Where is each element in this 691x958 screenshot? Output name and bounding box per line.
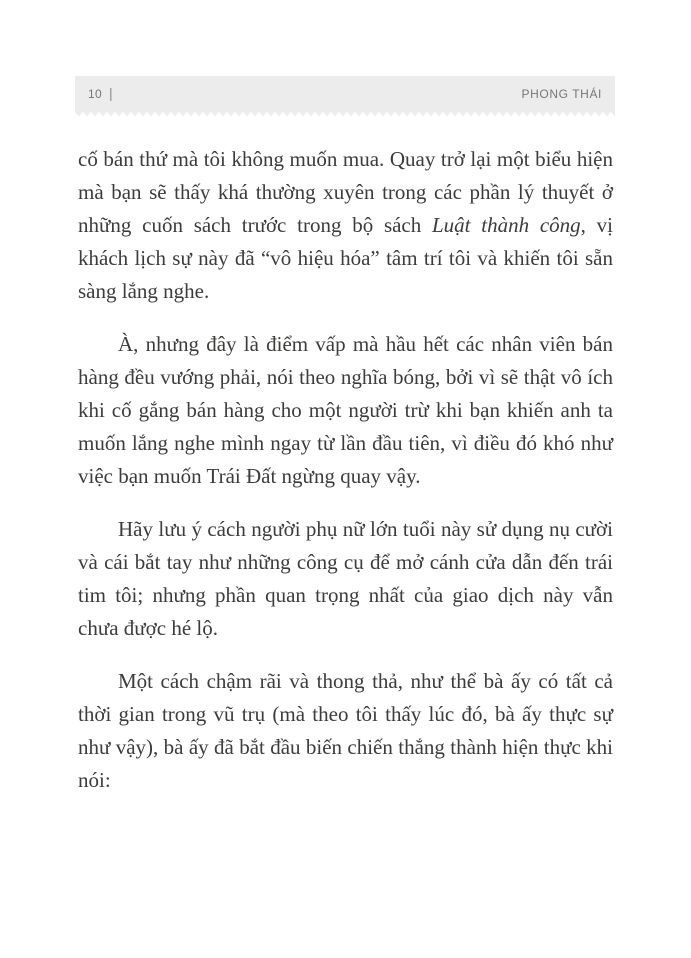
paragraph — [78, 143, 613, 308]
page-number-group — [88, 86, 113, 102]
paragraph-text: , vị khách lịch sự này đã “vô hiệu hóa” tâm trí tôi và khiến tôi sẵn sàng lắng nghe. — [78, 213, 614, 303]
paragraph — [78, 328, 613, 493]
page-header — [75, 76, 615, 112]
paragraph-text: À, nhưng đây là điểm vấp mà hầu hết các nhân viên bán hàng đều vướng phải, nói theo nghĩa bóng, bởi vì sẽ thật vô ích khi cố gắng bán hàng cho một người trừ khi bạn khiến anh ta muốn lắng nghe mình ngay từ lần đầu tiên, vì điều đó khó như việc bạn muốn Trái Đất ngừng quay vậy. — [78, 332, 613, 488]
paragraph — [78, 665, 613, 797]
paragraph-text: Một cách chậm rãi và thong thả, như thể bà ấy có tất cả thời gian trong vũ trụ (mà theo tôi thấy lúc đó, bà ấy thực sự như vậy), bà ấy đã bắt đầu biến chiến thắng thành hiện thực khi nói: — [78, 669, 613, 792]
header-separator: | — [108, 85, 113, 101]
paragraph-text: cố bán thứ mà tôi không muốn mua. Quay trở lại một biểu hiện mà bạn sẽ thấy khá thường xuyên trong các phần lý thuyết ở những cuốn sách trước trong bộ sách — [78, 147, 613, 237]
paragraph-text: Hãy lưu ý cách người phụ nữ lớn tuổi này sử dụng nụ cười và cái bắt tay như những công cụ để mở cánh cửa dẫn đến trái tim tôi; nhưng phần quan trọng nhất của giao dịch này vẫn chưa được hé lộ. — [78, 517, 613, 640]
page-number: 10 — [88, 87, 102, 101]
text-column — [78, 143, 613, 817]
paragraph — [78, 513, 613, 645]
running-title: PHONG THÁI — [521, 87, 602, 101]
book-title-italic: Luật thành công — [432, 213, 581, 237]
